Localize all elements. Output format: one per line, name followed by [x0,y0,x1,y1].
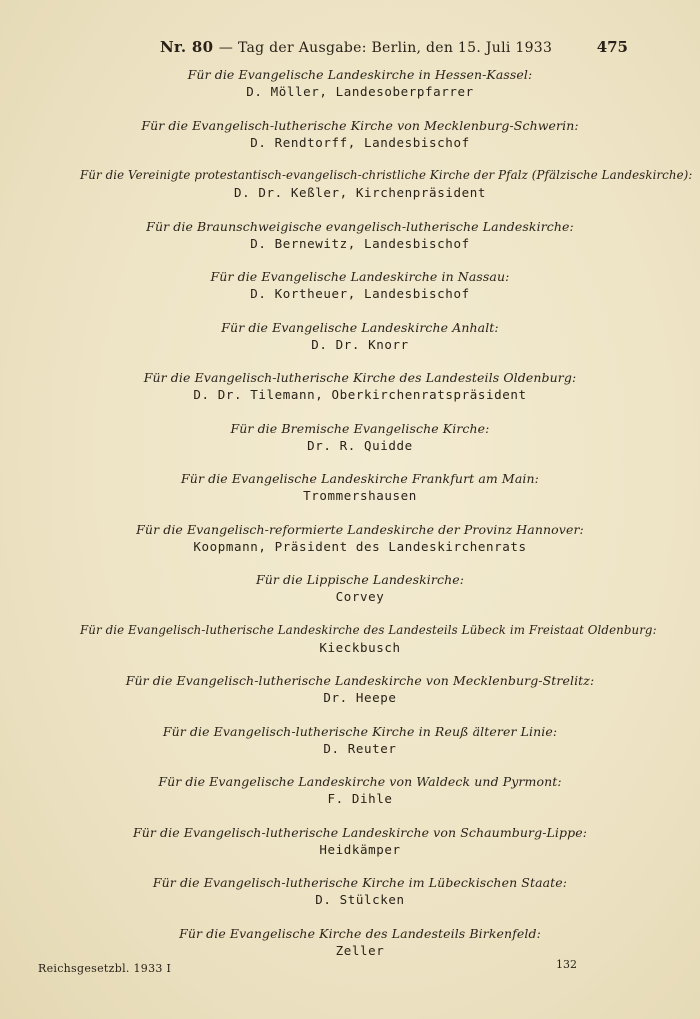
signatory-entry [80,723,640,774]
signatory-entry [80,773,640,824]
church-heading: Für die Evangelisch-reformierte Landeskirche der Provinz Hannover: [136,521,584,537]
church-heading: Für die Evangelische Landeskirche in Hessen-Kassel: [187,67,533,82]
church-heading: Für die Evangelisch-lutherische Landeskirche des Landesteils Lübeck im Freistaat Oldenburg: [80,622,657,637]
church-heading: Für die Evangelische Landeskirche Anhalt: [221,319,499,335]
signatory-entry [80,672,640,723]
signatory-entry [80,369,640,420]
signatory-entry [80,319,640,370]
church-heading: Für die Evangelisch-lutherische Landeskirche von Mecklenburg-Strelitz: [125,673,595,688]
footer-gazette-ref: Reichsgesetzbl. 1933 I [38,962,172,975]
signatory-name: Dr. Heepe [323,690,397,705]
church-heading: Für die Evangelisch-lutherische Kirche von Mecklenburg-Schwerin: [141,117,579,133]
signatory-entry [80,218,640,269]
church-heading: Für die Evangelisch-lutherische Kirche im Lübeckischen Staate: [152,875,568,890]
signatory-name: Heidkämper [319,841,401,857]
church-heading: Für die Evangelisch-lutherische Kirche in Reuß älterer Linie: [162,723,558,739]
page-number: 475 [596,38,628,56]
signatory-entry [80,268,640,319]
signatory-entry [80,571,640,622]
issue-number: Nr. 80 [160,38,214,56]
church-heading: Für die Evangelisch-lutherische Kirche des Landesteils Oldenburg: [143,370,577,385]
signatory-entry [80,420,640,471]
church-heading: Für die Braunschweigische evangelisch-lutherische Landeskirche: [146,218,574,234]
signatory-name: Zeller [335,942,385,958]
church-heading: Für die Evangelisch-lutherische Landeskirche von Schaumburg-Lippe: [132,824,588,840]
signatory-entry [80,167,693,218]
signatory-name: D. Stülcken [315,892,405,907]
signatory-name: D. Dr. Keßler, Kirchenpräsident [234,185,486,200]
signatory-entry [80,470,640,521]
signatory-name: D. Kortheuer, Landesbischof [250,286,470,301]
church-heading: Für die Lippische Landeskirche: [255,572,465,587]
signatory-name: D. Dr. Knorr [311,336,409,352]
signatory-entry [80,117,640,168]
signatory-name: Dr. R. Quidde [307,437,413,453]
signatory-name: D. Möller, Landesoberpfarrer [246,84,474,99]
signatory-entry [80,622,657,673]
church-heading: Für die Vereinigte protestantisch-evangelisch-christliche Kirche der Pfalz (Pfälzische Landeskirche): [80,168,693,182]
signatory-name: F. Dihle [327,791,393,806]
church-heading: Für die Evangelische Landeskirche in Nassau: [210,269,510,284]
signatory-entry [80,66,640,117]
church-heading: Für die Evangelische Landeskirche Frankfurt am Main: [181,471,539,486]
church-heading: Für die Evangelische Landeskirche von Waldeck und Pyrmont: [158,774,562,789]
church-heading: Für die Evangelische Kirche des Landesteils Birkenfeld: [179,925,541,941]
church-heading: Für die Bremische Evangelische Kirche: [230,420,490,436]
signatory-entry [80,521,640,572]
signatory-entry [80,824,640,875]
signatory-name: D. Reuter [323,740,397,756]
signatory-entry [80,874,640,925]
signatory-name: D. Rendtorff, Landesbischof [250,134,470,150]
signatory-name: Corvey [335,589,385,604]
signatory-list [80,66,693,975]
signatory-name: Trommershausen [303,488,417,503]
signatory-name: Kieckbusch [319,639,401,655]
signatory-name: D. Dr. Tilemann, Oberkirchenratspräsident [193,387,527,402]
signatory-name: Koopmann, Präsident des Landeskirchenrats [193,538,527,554]
issue-date-line: — Tag der Ausgabe: Berlin, den 15. Juli 1933 [218,40,553,56]
footer-sheet-number: 132 [556,958,577,971]
signatory-name: D. Bernewitz, Landesbischof [250,235,470,251]
page-header [160,38,553,56]
